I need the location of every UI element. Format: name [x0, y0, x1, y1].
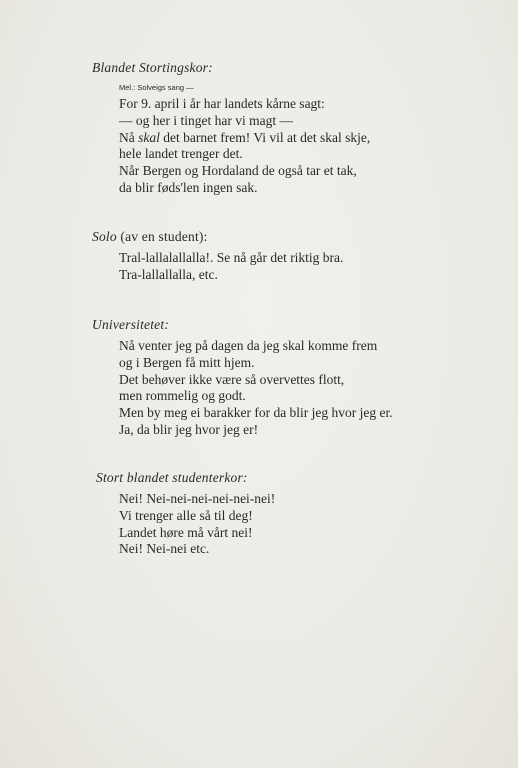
verse-line: — og her i tinget har vi magt — [119, 112, 293, 128]
italic-word: skal [138, 129, 160, 145]
verse-line: Vi trenger alle så til deg! [119, 507, 253, 523]
verse-line-suffix: det barnet frem! Vi vil at det skal skje, [159, 129, 371, 145]
verse-line: da blir føds'len ingen sak. [119, 179, 258, 195]
verse-studenterkor [119, 491, 275, 558]
verse-line: Når Bergen og Hordaland de også tar et tak, [119, 163, 357, 179]
verse-line: Men by meg ei barakker for da blir jeg hvor jeg er. [119, 405, 393, 421]
section-heading-universitetet: Universitetet: [92, 317, 170, 332]
verse-line: men rommelig og godt. [119, 388, 246, 404]
verse-line: Nei! Nei-nei-nei-nei-nei-nei! [119, 491, 276, 506]
section-heading-studenterkor: Stort blandet studenterkor: [96, 470, 248, 485]
verse-line: Ja, da blir jeg hvor jeg er! [119, 421, 259, 437]
verse-line: Landet høre må vårt nei! [119, 524, 253, 540]
verse-solo [119, 250, 343, 284]
verse-line: For 9. april i år har landets kårne sagt: [119, 96, 325, 111]
verse-line: og i Bergen få mitt hjem. [119, 354, 255, 370]
verse-universitetet [119, 338, 393, 439]
verse-stortingskor [119, 96, 370, 197]
section-heading-solo [92, 229, 208, 245]
verse-line: Tral-lallalallalla!. Se nå går det riktig bra. [119, 250, 344, 265]
solo-note: (av en student): [120, 229, 208, 244]
verse-line: Tra-lallallalla, etc. [119, 266, 218, 282]
solo-label: Solo [92, 229, 117, 244]
verse-line: Nei! Nei-nei etc. [119, 541, 210, 557]
verse-line-prefix: Nå [119, 129, 139, 145]
section-heading-stortingskor: Blandet Stortingskor: [92, 60, 213, 75]
verse-line: Det behøver ikke være så overvettes flott, [119, 371, 345, 387]
verse-line: hele landet trenger det. [119, 146, 243, 162]
verse-line-with-italic [119, 130, 370, 147]
verse-line: Nå venter jeg på dagen da jeg skal komme frem [119, 338, 378, 353]
melody-note: Mel.: Solveigs sang — [119, 83, 194, 92]
